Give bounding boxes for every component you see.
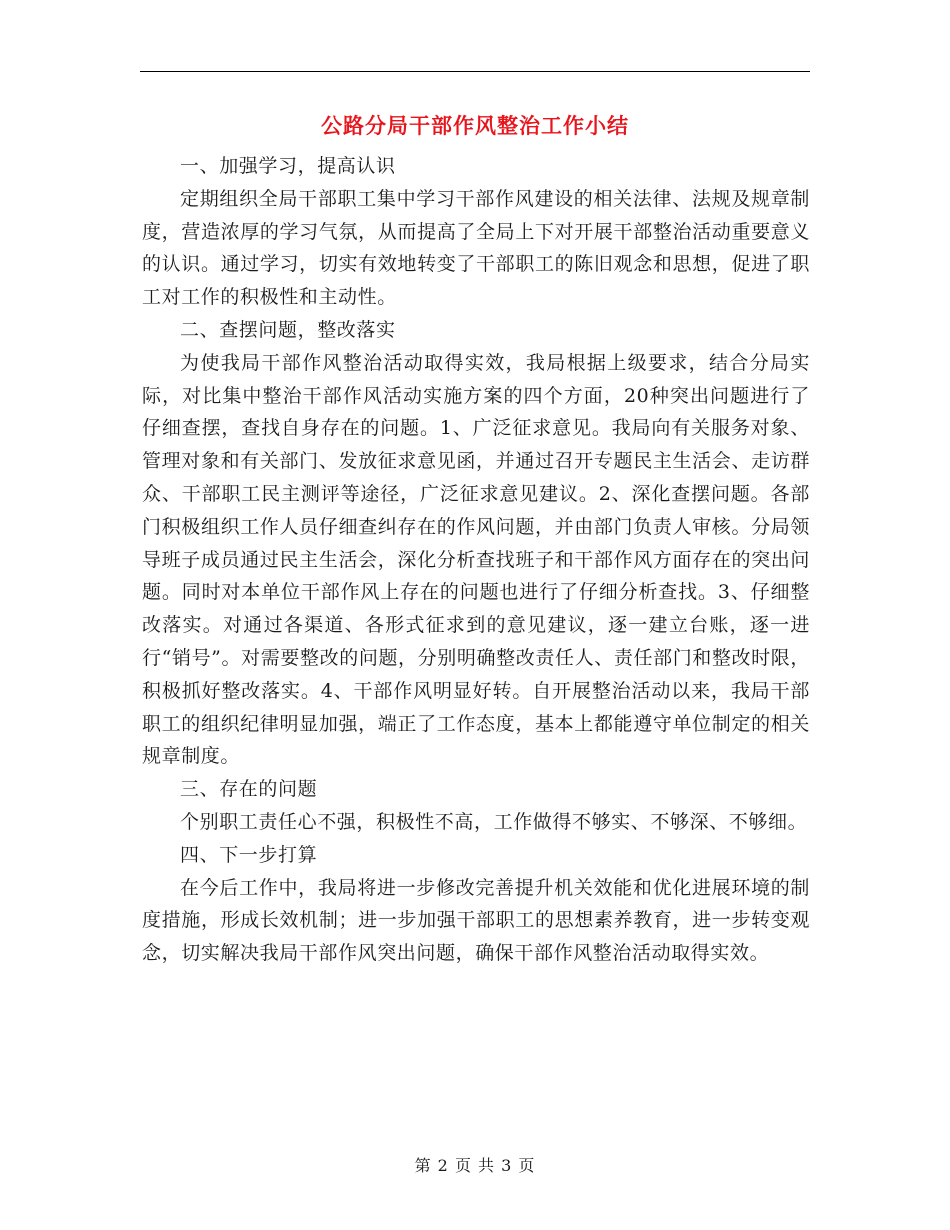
document-body xyxy=(142,150,810,970)
section-heading-3: 三、存在的问题 xyxy=(180,778,318,801)
section-heading-4: 四、下一步打算 xyxy=(180,843,318,866)
section-heading-1: 一、加强学习，提高认识 xyxy=(180,155,396,177)
section-body-1: 定期组织全局干部职工集中学习干部作风建设的相关法律、法规及规章制度，营造浓厚的学习气氛，从而提高了全局上下对开展干部整治活动重要意义的认识。通过学习，切实有效地转变了干部职工的陈旧观念和思想，促进了职工对工作的积极性和主动性。 xyxy=(142,187,810,309)
document-title: 公路分局干部作风整治工作小结 xyxy=(321,113,629,138)
header-rule xyxy=(140,71,810,72)
section-body-4: 在今后工作中，我局将进一步修改完善提升机关效能和优化进展环境的制度措施，形成长效机制；进一步加强干部职工的思想素养教育，进一步转变观念，切实解决我局干部作风突出问题，确保干部作风整治活动取得实效。 xyxy=(142,876,810,965)
section-heading-2: 二、查摆问题，整改落实 xyxy=(180,318,396,341)
section-body-3: 个别职工责任心不强，积极性不高，工作做得不够实、不够深、不够细。 xyxy=(180,810,808,833)
section-body-2: 为使我局干部作风整治活动取得实效，我局根据上级要求，结合分局实际，对比集中整治干部作风活动实施方案的四个方面，20种突出问题进行了仔细查摆，查找自身存在的问题。1、广泛征求意见。我局向有关服务对象、管理对象和有关部门、发放征求意见函，并通过召开专题民主生活会、走访群众、干部职工民主测评等途径，广泛征求意见建议。2、深化查摆问题。各部门积极组织工作人员仔细查纠存在的作风问题，并由部门负责人审核。分局领导班子成员通过民主生活会，深化分析查找班子和干部作风方面存在的突出问题。同时对本单位干部作风上存在的问题也进行了仔细分析查找。3、仔细整改落实。对通过各渠道、各形式征求到的意见建议，逐一建立台账，逐一进行“销号”。对需要整改的问题，分别明确整改责任人、责任部门和整改时限，积极抓好整改落实。4、干部作风明显好转。自开展整治活动以来，我局干部职工的组织纪律明显加强，端正了工作态度，基本上都能遵守单位制定的相关规章制度。 xyxy=(142,351,810,768)
page-number: 第 2 页 共 3 页 xyxy=(414,1156,536,1175)
